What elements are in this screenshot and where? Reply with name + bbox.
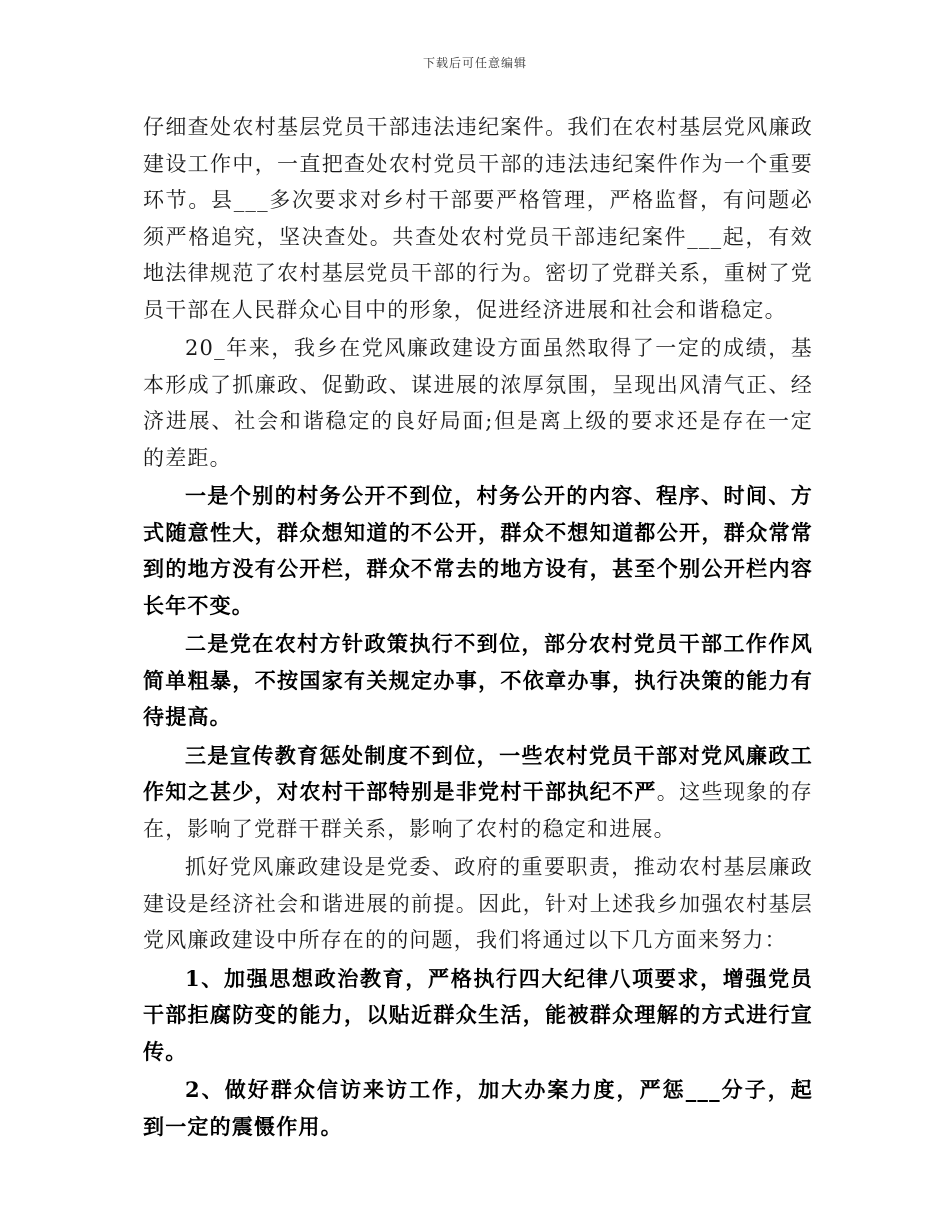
page-header: 下载后可任意编辑: [422, 56, 527, 70]
paragraph-measure-two: 2、做好群众信访来访工作，加大办案力度，严惩___分子，起到一定的震慑作用。: [143, 1077, 813, 1139]
paragraph-problem-one: 一是个别的村务公开不到位，村务公开的内容、程序、时间、方式随意性大，群众想知道的不公开，群众不想知道都公开，群众常常到的地方没有公开栏，群众不常去的地方设有，甚至个别公开栏内容长年不变。: [143, 483, 813, 618]
problem-three-normal-text: 。这些现象的存在，影响了党群干群关系，影响了农村的稳定和进展。: [143, 780, 813, 841]
paragraph-measures-intro: 抓好党风廉政建设是党委、政府的重要职责，推动农村基层廉政建设是经济社会和谐进展的前提。因此，针对上述我乡加强农村基层党风廉政建设中所存在的的问题，我们将通过以下几方面来努力：: [143, 855, 813, 952]
document-body: [143, 109, 813, 1145]
paragraph-measure-one: 1、加强思想政治教育，严格执行四大纪律八项要求，增强党员干部拒腐防变的能力，以贴近群众生活，能被群众理解的方式进行宣传。: [143, 965, 813, 1064]
paragraph-achievements: 20_年来，我乡在党风廉政建设方面虽然取得了一定的成绩，基本形成了抓廉政、促勤政、谋进展的浓厚氛围，呈现出风清气正、经济进展、社会和谐稳定的良好局面;但是离上级的要求还是存在一定的差距。: [143, 336, 813, 470]
problem-three-bold-text: 三是宣传教育惩处制度不到位，一些农村党员干部对党风廉政工作知之甚少，对农村干部特别是非党村干部执纪不严: [143, 742, 813, 804]
paragraph-problem-two: 二是党在农村方针政策执行不到位，部分农村党员干部工作作风简单粗暴，不按国家有关规定办事，不依章办事，执行决策的能力有待提高。: [143, 631, 813, 729]
paragraph-problem-three: [143, 738, 813, 848]
paragraph-case-investigation: 仔细查处农村基层党员干部违法违纪案件。我们在农村基层党风廉政建设工作中，一直把查处农村党员干部的违法违纪案件作为一个重要环节。县___多次要求对乡村干部要严格管理，严格监督，有问题必须严格追究，坚决查处。共查处农村党员干部违纪案件___起，有效地法律规范了农村基层党员干部的行为。密切了党群关系，重树了党员干部在人民群众心目中的形象，促进经济进展和社会和谐稳定。: [143, 115, 813, 322]
